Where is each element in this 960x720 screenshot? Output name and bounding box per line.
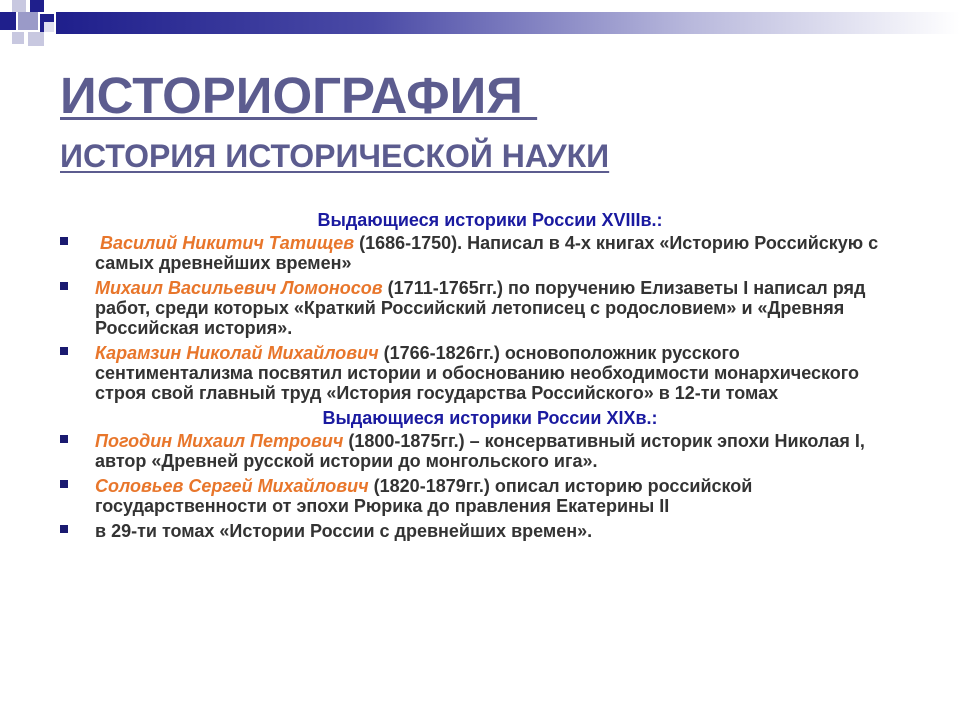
historian-description: (1820-1879гг.) описал историю российской государственности от эпохи Рюрика до правления Екатерины II xyxy=(95,476,753,516)
slide-subtitle: ИСТОРИЯ ИСТОРИЧЕСКОЙ НАУКИ xyxy=(60,138,610,174)
list-item xyxy=(60,476,890,516)
bullet-square-icon xyxy=(60,237,68,245)
deco-square xyxy=(12,0,26,12)
historian-name: Василий Никитич Татищев xyxy=(100,233,355,253)
historian-description: (1711-1765гг.) по поручению Елизаветы I написал ряд работ, среди которых «Краткий Российский летописец с родословием» и «Древняя Российская история». xyxy=(95,278,866,338)
list-item xyxy=(60,233,890,273)
header-gradient-bar xyxy=(56,12,960,34)
historian-description: (1800-1875гг.) – консервативный историк эпохи Николая I, автор «Древней русской истории до монгольского ига». xyxy=(95,431,865,471)
section-heading-18th-century: Выдающиеся историки России XVIIIв.: xyxy=(317,210,663,230)
slide-content xyxy=(60,208,890,546)
deco-square xyxy=(44,22,54,32)
historian-name: Погодин Михаил Петрович xyxy=(95,431,344,451)
historian-description: (1766-1826гг.) основоположник русского сентиментализма посвятил истории и обоснованию необходимости монархического строя свой главный труд «История государства Российского» в 12-ти томах xyxy=(95,343,860,403)
historian-name: Карамзин Николай Михайлович xyxy=(95,343,379,363)
bullet-square-icon xyxy=(60,480,68,488)
deco-square xyxy=(0,12,16,30)
deco-square xyxy=(30,0,44,12)
bullet-square-icon xyxy=(60,282,68,290)
bullet-square-icon xyxy=(60,347,68,355)
list-item-text: в 29-ти томах «Истории России с древнейших времен». xyxy=(95,521,593,541)
list-item xyxy=(60,278,890,338)
bullet-square-icon xyxy=(60,435,68,443)
list-item xyxy=(60,521,890,541)
section-heading-19th-century: Выдающиеся историки России XIXв.: xyxy=(322,408,658,428)
historian-name: Соловьев Сергей Михайлович xyxy=(95,476,369,496)
historian-description: (1686-1750). Написал в 4-х книгах «Историю Российскую с самых древнейших времен» xyxy=(95,233,879,273)
deco-square xyxy=(18,12,38,30)
list-item xyxy=(60,431,890,471)
deco-square xyxy=(28,32,44,46)
bullet-square-icon xyxy=(60,525,68,533)
historian-name: Михаил Васильевич Ломоносов xyxy=(95,278,383,298)
deco-square xyxy=(12,32,24,44)
list-item xyxy=(60,343,890,403)
slide-title: ИСТОРИОГРАФИЯ xyxy=(60,67,538,124)
